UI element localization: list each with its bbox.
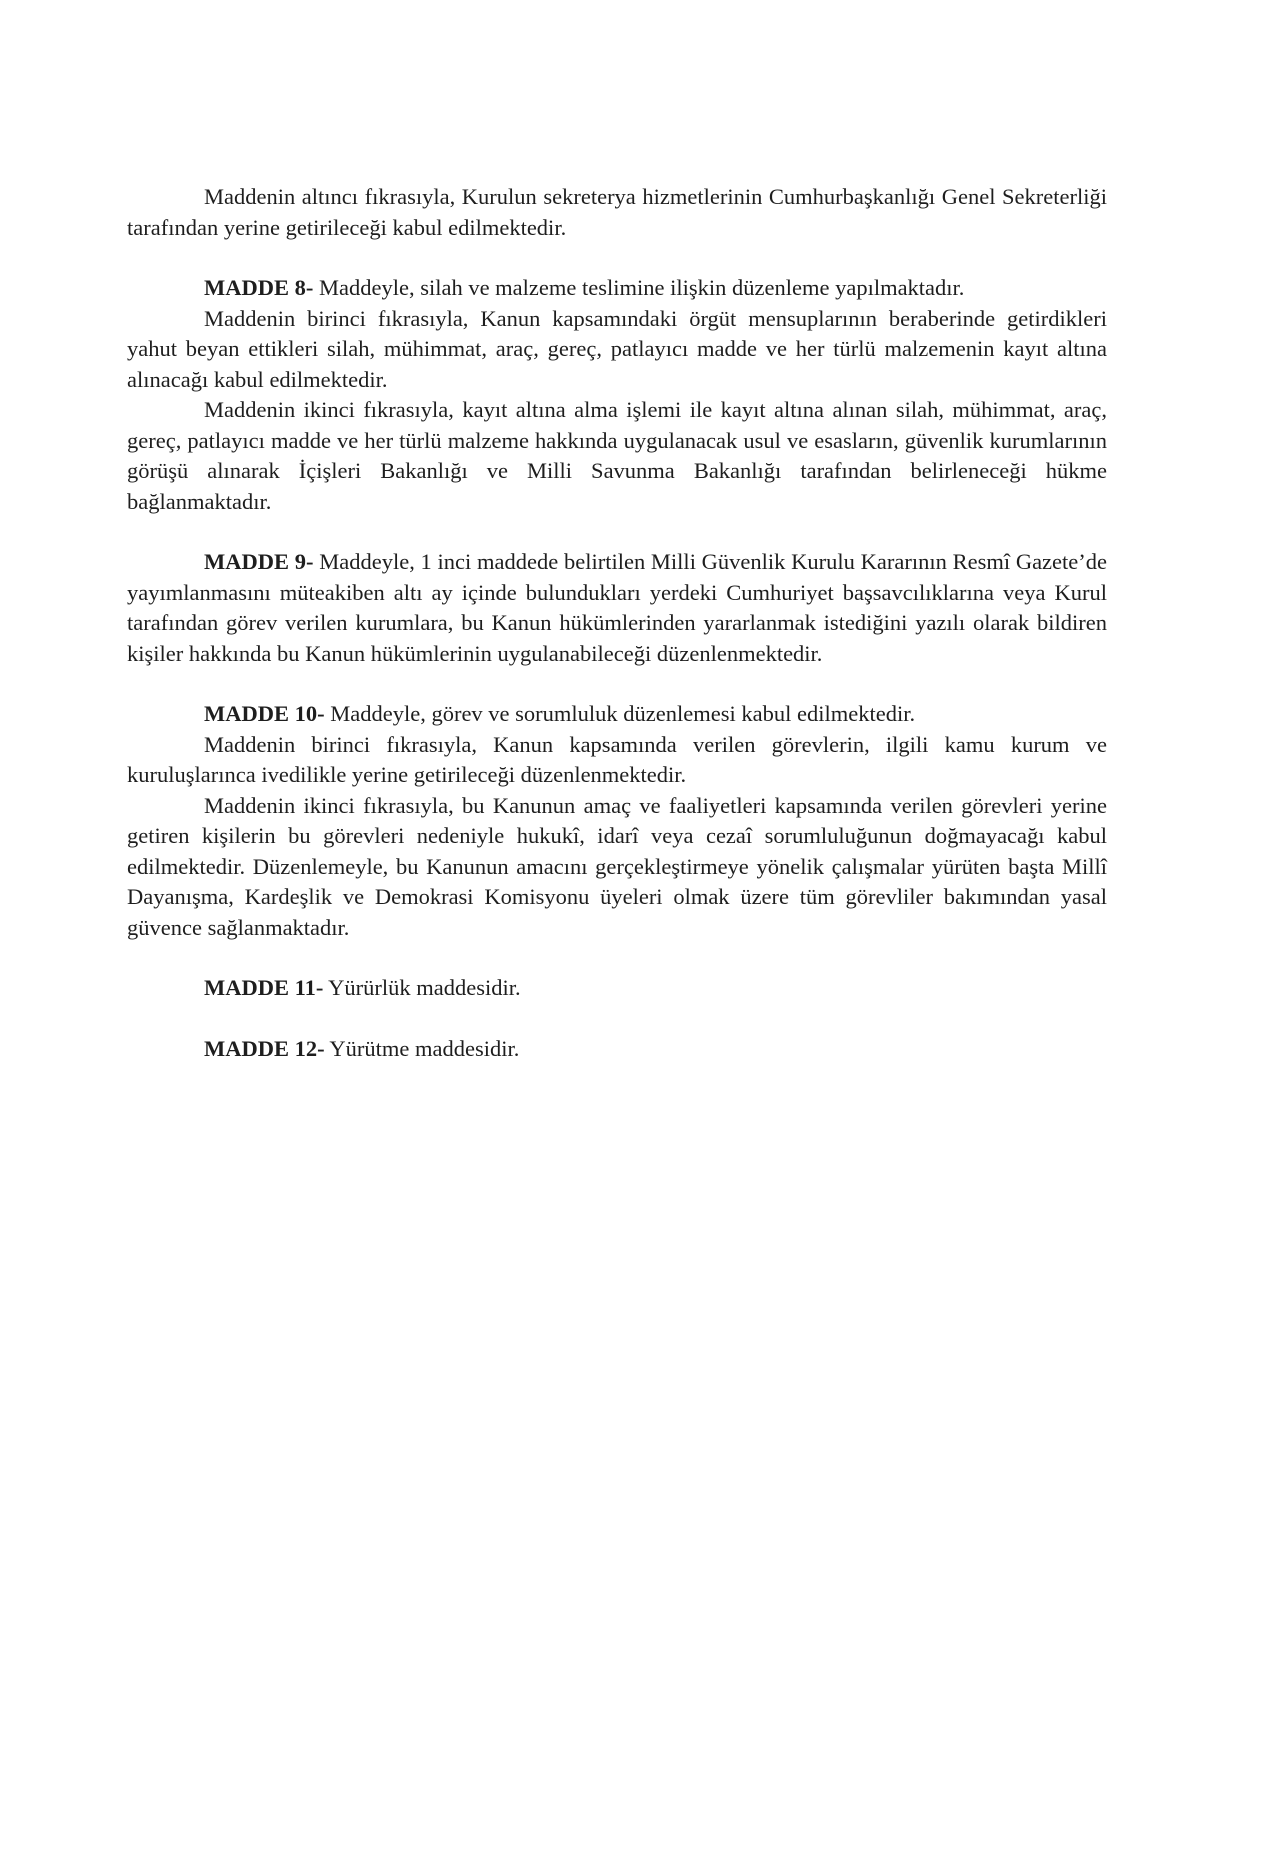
paragraph (127, 1034, 1107, 1065)
paragraph-text: Maddenin birinci fıkrasıyla, Kanun kapsamındaki örgüt mensuplarının beraberinde getirdikleri yahut beyan ettikleri silah, mühimmat, araç, gereç, patlayıcı madde ve her türlü malzemenin kayıt altına alınacağı kabul edilmektedir. (127, 305, 1107, 392)
paragraph (127, 973, 1107, 1004)
paragraph (127, 791, 1107, 944)
paragraph-text: Yürütme maddesidir. (324, 1035, 520, 1061)
block-madde-10 (127, 699, 1107, 943)
article-label: MADDE 8- (204, 275, 314, 300)
article-label: MADDE 12- (204, 1035, 325, 1061)
paragraph-text: Maddenin birinci fıkrasıyla, Kanun kapsamında verilen görevlerin, ilgili kamu kurum ve kuruluşlarınca ivedilikle yerine getirileceği düzenlenmektedir. (127, 731, 1107, 787)
paragraph-text: Maddeyle, silah ve malzeme teslimine ilişkin düzenleme yapılmaktadır. (313, 275, 965, 300)
paragraph (127, 699, 1107, 730)
paragraph (127, 730, 1107, 791)
paragraph-text: Maddenin ikinci fıkrasıyla, kayıt altına alma işlemi ile kayıt altına alınan silah, mühimmat, araç, gereç, patlayıcı madde ve her türlü malzeme hakkında uygulanacak usul ve esasların, güvenlik kurumlarının görüşü alınarak İçişleri Bakanlığı ve Milli Savunma Bakanlığı tarafından belirleneceği hükme bağlanmaktadır. (127, 397, 1107, 514)
paragraph (127, 304, 1107, 396)
paragraph (127, 395, 1107, 517)
article-label: MADDE 9- (204, 549, 314, 574)
paragraph-text: Maddenin ikinci fıkrasıyla, bu Kanunun amaç ve faaliyetleri kapsamında verilen görevleri yerine getiren kişilerin bu görevleri nedeniyle hukukî, idarî veya cezaî sorumluluğunun doğmayacağı kabul edilmektedir. Düzenlemeyle, bu Kanunun amacını gerçekleştirmeye yönelik çalışmalar yürüten başta Millî Dayanışma, Kardeşlik ve Demokrasi Komisyonu üyeleri olmak üzere tüm görevliler bakımından yasal güvence sağlanmaktadır. (127, 792, 1107, 940)
block-madde-8 (127, 273, 1107, 517)
paragraph (127, 273, 1107, 304)
paragraph (127, 182, 1107, 243)
paragraph-text: Yürürlük maddesidir. (323, 975, 521, 1000)
article-label: MADDE 10- (204, 701, 325, 726)
block-kurul-sekreterya (127, 182, 1107, 243)
document-body (127, 182, 1107, 1064)
article-label: MADDE 11- (204, 975, 324, 1000)
block-madde-12 (127, 1034, 1107, 1065)
paragraph (127, 547, 1107, 669)
block-madde-11 (127, 973, 1107, 1004)
paragraph-text: Maddeyle, görev ve sorumluluk düzenlemesi kabul edilmektedir. (324, 701, 916, 726)
block-madde-9 (127, 547, 1107, 669)
paragraph-text: Maddeyle, 1 inci maddede belirtilen Milli Güvenlik Kurulu Kararının Resmî Gazete’de yayımlanmasını müteakiben altı ay içinde bulundukları yerdeki Cumhuriyet başsavcılıklarına veya Kurul tarafından görev verilen kurumlara, bu Kanun hükümlerinden yararlanmak istediğini yazılı olarak bildiren kişiler hakkında bu Kanun hükümlerinin uygulanabileceği düzenlenmektedir. (127, 549, 1107, 666)
paragraph-text: Maddenin altıncı fıkrasıyla, Kurulun sekreterya hizmetlerinin Cumhurbaşkanlığı Genel Sekreterliği tarafından yerine getirileceği kabul edilmektedir. (127, 184, 1107, 240)
